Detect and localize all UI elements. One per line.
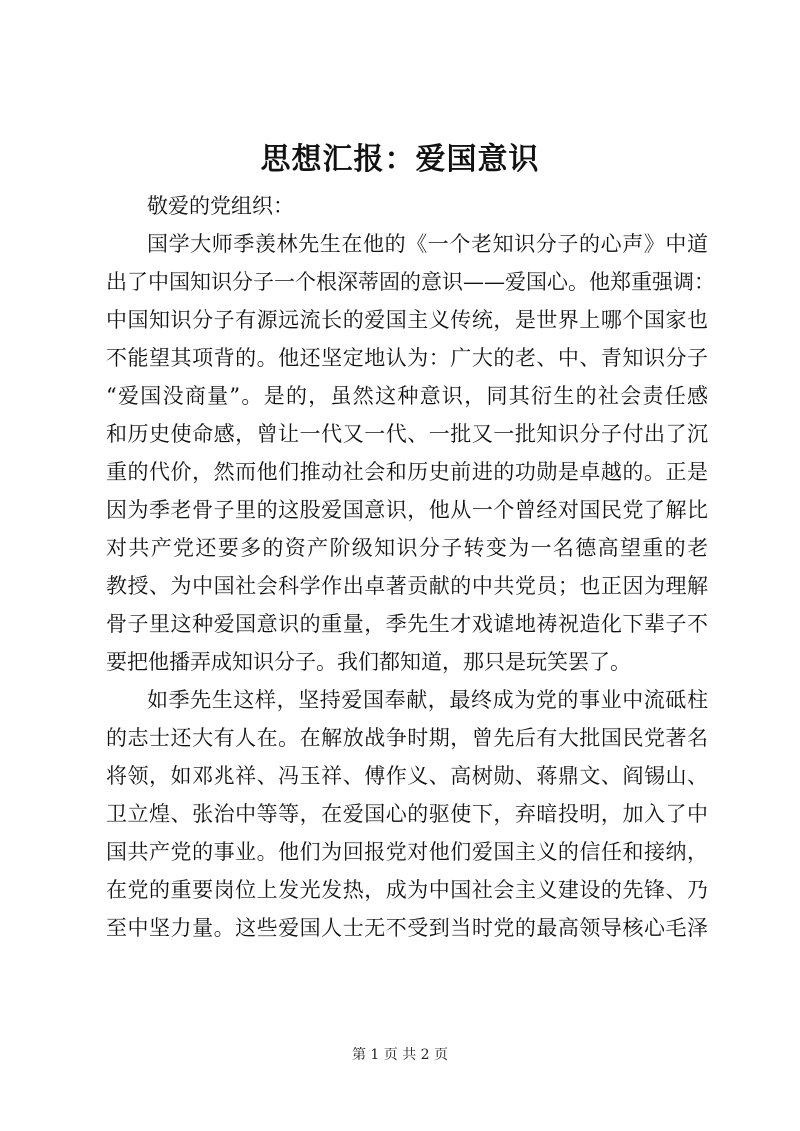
paragraph-line: 和历史使命感，曾让一代又一代、一批又一批知识分子付出了沉 <box>106 422 708 446</box>
paragraph-line: 教授、为中国社会科学作出卓著贡献的中共党员；也正因为理解 <box>106 574 708 598</box>
paragraph-1 <box>106 225 715 681</box>
paragraph-line: 国学大师季羡林先生在他的《一个老知识分子的心声》中道 <box>147 232 708 256</box>
salutation: 敬爱的党组织： <box>147 194 294 218</box>
paragraph-line: 至中坚力量。这些爱国人士无不受到当时党的最高领导核心毛泽 <box>106 916 708 940</box>
paragraph-line: 骨子里这种爱国意识的重量，季先生才戏谑地祷祝造化下辈子不 <box>106 612 708 636</box>
paragraph-2 <box>106 681 708 947</box>
document-body <box>106 187 715 947</box>
document-title: 思想汇报：爱国意识 <box>260 142 540 177</box>
paragraph-line: 将领，如邓兆祥、冯玉祥、傅作义、高树勋、蒋鼎文、阎锡山、 <box>106 764 708 788</box>
paragraph-line: 的志士还大有人在。在解放战争时期，曾先后有大批国民党著名 <box>106 726 708 750</box>
paragraph-line: 因为季老骨子里的这股爱国意识，他从一个曾经对国民党了解比 <box>106 498 708 522</box>
paragraph-line: 重的代价，然而他们推动社会和历史前进的功勋是卓越的。正是 <box>106 460 708 484</box>
paragraph-line: 要把他播弄成知识分子。我们都知道，那只是玩笑罢了。 <box>106 650 631 674</box>
paragraph-line: “爱国没商量”。是的，虽然这种意识，同其衍生的社会责任感 <box>106 384 708 408</box>
paragraph-line: 在党的重要岗位上发光发热，成为中国社会主义建设的先锋、乃 <box>106 878 708 902</box>
paragraph-line: 国共产党的事业。他们为回报党对他们爱国主义的信任和接纳， <box>106 840 708 864</box>
page-number-footer: 第 1 页 共 2 页 <box>351 1047 449 1063</box>
paragraph-line: 不能望其项背的。他还坚定地认为：广大的老、中、青知识分子 <box>106 346 708 370</box>
paragraph-line: 卫立煌、张治中等等，在爱国心的驱使下，弃暗投明，加入了中 <box>106 802 708 826</box>
paragraph-line: 对共产党还要多的资产阶级知识分子转变为一名德高望重的老 <box>106 536 708 560</box>
paragraph-line: 如季先生这样，坚持爱国奉献，最终成为党的事业中流砥柱 <box>147 688 708 712</box>
paragraph-line: 中国知识分子有源远流长的爱国主义传统，是世界上哪个国家也 <box>106 308 708 332</box>
paragraph-line: 出了中国知识分子一个根深蒂固的意识——爱国心。他郑重强调： <box>106 270 715 294</box>
